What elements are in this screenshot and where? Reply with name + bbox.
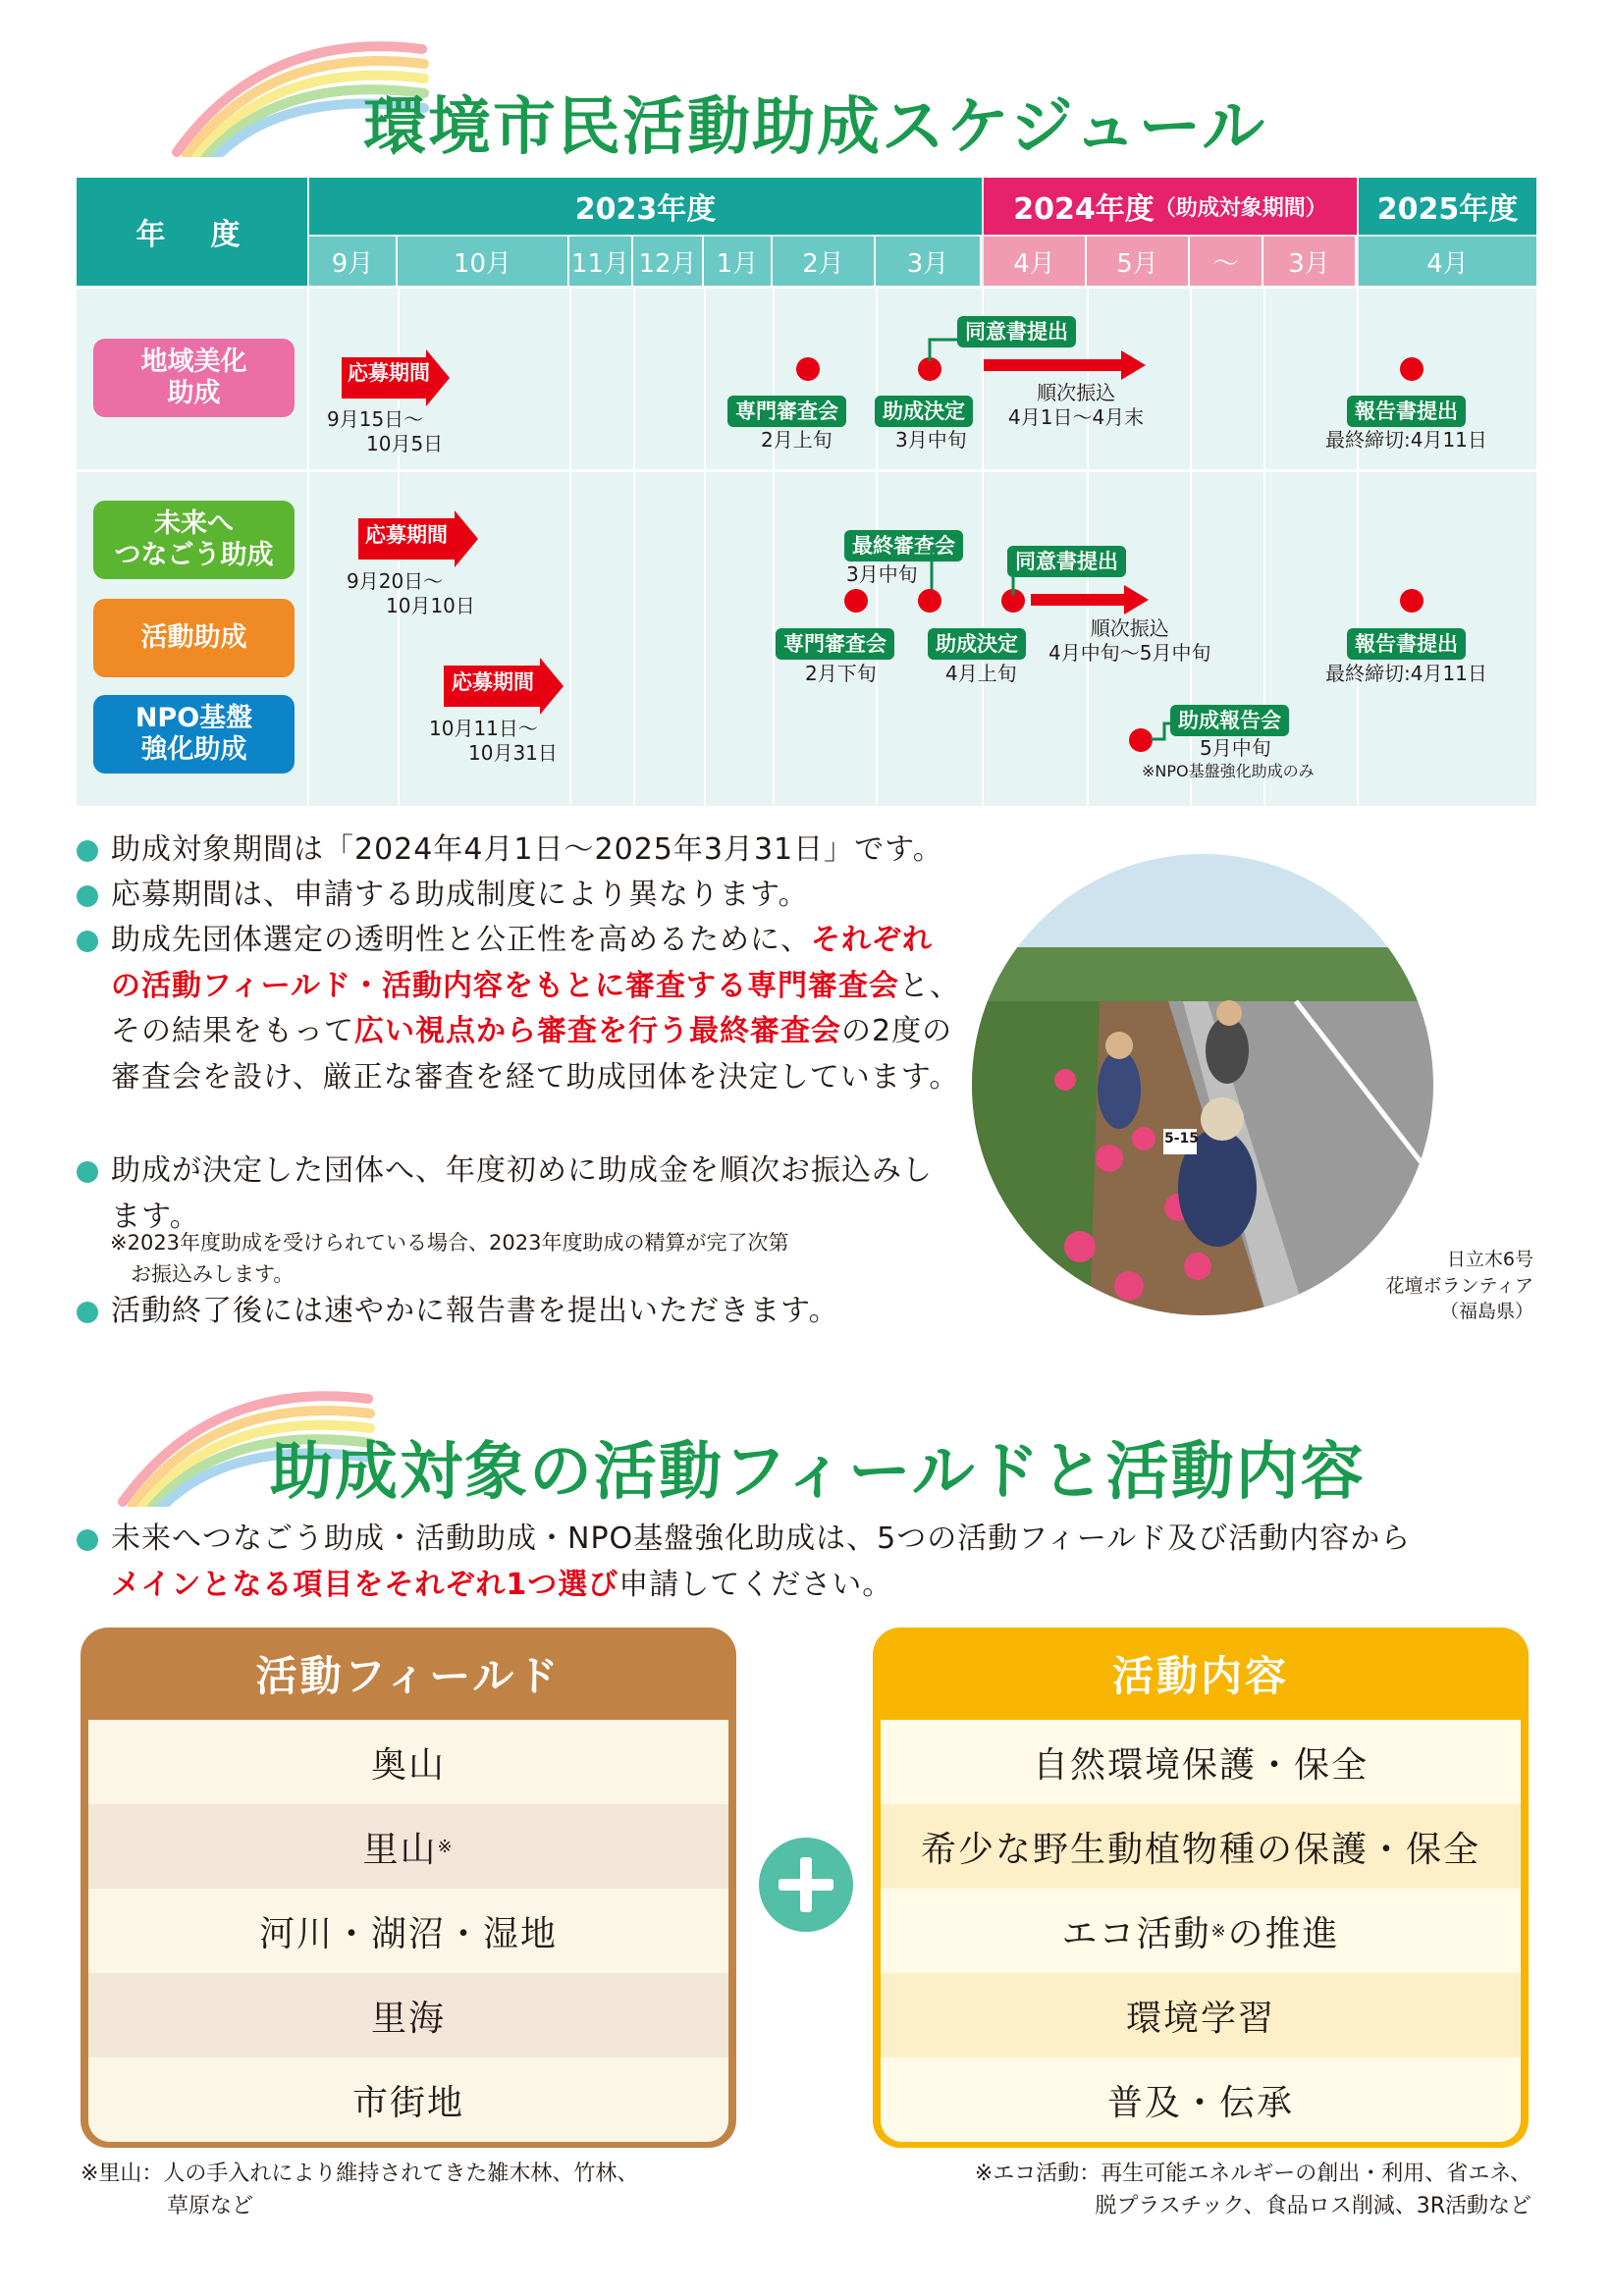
bullet-payment	[77, 1148, 950, 1240]
bullet-review	[77, 918, 960, 1100]
grid-line	[773, 286, 775, 806]
jousei-houkokukai-when: 5月中旬	[1200, 736, 1271, 760]
content-item: 希少な野生動植物種の保護・保全	[881, 1804, 1521, 1889]
grid-line	[307, 286, 309, 806]
month-cell: 10月	[398, 237, 569, 286]
content-item: 普及・伝承	[881, 2057, 1521, 2142]
field-item-text: 里山	[362, 1829, 438, 1870]
month-cell: 11月	[569, 237, 633, 286]
content-note: ※エコ活動：再生可能エネルギーの創出・利用、省エネ、 脱プラスチック、食品ロス削減、3R活動など	[974, 2162, 1531, 2218]
apply-dates: 10月11日〜 10月31日	[429, 717, 558, 765]
month-cell: 4月	[1359, 237, 1536, 286]
bullet-red-text: それぞれの活動フィールド・活動内容をもとに審査する専門審査会	[111, 923, 933, 1003]
field-box-header: 活動フィールド	[255, 1652, 562, 1700]
fy2024-note: （助成対象期間）	[1154, 195, 1327, 221]
jousei-houkokukai-label: 助成報告会	[1170, 705, 1289, 736]
content-item	[881, 1889, 1521, 1973]
kettei-when: 3月中旬	[895, 428, 967, 452]
row-divider	[77, 469, 1536, 472]
field-item: 里海	[88, 1973, 728, 2057]
furikomi-arrow	[984, 350, 1146, 380]
apply-period-label: 応募期間	[365, 523, 448, 547]
doui-label: 同意書提出	[957, 316, 1076, 347]
photo-caption: 日立木6号 花壇ボランティア （福島県）	[1385, 1249, 1533, 1323]
kettei-label: 助成決定	[928, 628, 1026, 660]
bullet-intro	[77, 1517, 1549, 1608]
apply-period-label: 応募期間	[452, 670, 534, 694]
grid-line	[569, 286, 571, 806]
field-note: ※里山：人の手入れにより維持されてきた雑木林、竹林、 草原など	[81, 2162, 639, 2218]
section2-title: 助成対象の活動フィールドと活動内容	[270, 1436, 1366, 1509]
fy2024-label: 2024年度	[1013, 192, 1155, 227]
senmon-shinsakai-label: 専門審査会	[776, 628, 894, 660]
milestone-dot	[1400, 589, 1424, 613]
category-mirai: 未来へ つなごう助成	[93, 501, 295, 579]
field-item	[88, 1804, 728, 1889]
volunteer-photo	[972, 854, 1433, 1315]
bullet-text: と、その結果をもって	[111, 968, 960, 1048]
grid-line	[633, 286, 635, 806]
fy2024-header	[984, 178, 1357, 235]
category-katsudo: 活動助成	[93, 599, 295, 677]
bullet-red-text: メインとなる項目をそれぞれ1つ選び	[111, 1567, 619, 1602]
houkoku-when: 最終締切:4月11日	[1325, 662, 1487, 685]
senmon-shinsakai-label: 専門審査会	[727, 396, 846, 427]
row-divider	[77, 286, 1536, 289]
bullet-text: 申請してください。	[618, 1567, 893, 1602]
saishu-shinsakai-label: 最終審査会	[844, 530, 963, 561]
senmon-when: 2月上旬	[761, 428, 833, 452]
month-cell: 〜	[1190, 237, 1263, 286]
bullet-period	[77, 828, 950, 874]
bullet-text: 活動終了後には速やかに報告書を提出いただきます。	[111, 1294, 839, 1328]
npo-only-note: ※NPO基盤強化助成のみ	[1142, 762, 1315, 780]
bullet-red-text: 広い視点から審査を行う最終審査会	[354, 1014, 841, 1048]
bullet-apply	[77, 873, 950, 919]
content-item: 自然環境保護・保全	[881, 1720, 1521, 1804]
plus-icon	[759, 1838, 853, 1932]
field-item: 市街地	[88, 2057, 728, 2142]
saishu-when: 3月中旬	[846, 562, 918, 586]
houkoku-label: 報告書提出	[1347, 628, 1466, 660]
month-cell: 12月	[633, 237, 704, 286]
bullet-text: 助成先団体選定の透明性と公正性を高めるために、	[111, 923, 811, 957]
bullet-text: の2度の審査会を設け、厳正な審査を経て助成団体を決定しています。	[111, 1014, 960, 1095]
milestone-dot	[796, 357, 820, 381]
milestone-dot	[918, 589, 941, 613]
milestone-dot	[1400, 357, 1424, 381]
kettei-when: 4月上旬	[945, 662, 1017, 685]
apply-dates: 9月15日〜 10月5日	[327, 407, 444, 455]
field-item: 奥山	[88, 1720, 728, 1804]
bullet-text: 未来へつなごう助成・活動助成・NPO基盤強化助成は、5つの活動フィールド及び活動内容から	[111, 1522, 1412, 1556]
bullet-report	[77, 1289, 950, 1335]
senmon-when: 2月下旬	[805, 662, 877, 685]
fy2025-header: 2025年度	[1359, 178, 1536, 235]
apply-period-label: 応募期間	[348, 361, 430, 385]
furikomi-text: 順次振込 4月1日〜4月末	[1008, 381, 1145, 429]
furikomi-text: 順次振込 4月中旬〜5月中旬	[1048, 616, 1211, 665]
content-item-text: エコ活動	[1061, 1913, 1211, 1954]
furikomi-arrow	[1031, 585, 1149, 614]
category-npo: NPO基盤 強化助成	[93, 695, 295, 774]
month-cell: 4月	[984, 237, 1087, 286]
field-item: 河川・湖沼・湿地	[88, 1889, 728, 1973]
grid-line	[704, 286, 706, 806]
grid-line	[1357, 286, 1359, 806]
doui-label: 同意書提出	[1007, 546, 1126, 577]
bullet-text: 応募期間は、申請する助成制度により異なります。	[111, 878, 809, 912]
houkoku-label: 報告書提出	[1347, 396, 1466, 427]
bullet-text: 助成が決定した団体へ、年度初めに助成金を順次お振込みします。	[111, 1153, 933, 1234]
milestone-dot	[844, 589, 868, 613]
content-item-mark: ※	[1210, 1920, 1228, 1942]
field-item-mark: ※	[437, 1836, 455, 1857]
month-cell: 2月	[773, 237, 876, 286]
page-title: 環境市民活動助成スケジュール	[363, 91, 1267, 164]
photo-sign: 5-15	[1164, 1131, 1200, 1147]
content-item-suffix: の推進	[1227, 1913, 1340, 1954]
houkoku-when: 最終締切:4月11日	[1325, 428, 1487, 452]
content-box-header: 活動内容	[1111, 1652, 1289, 1700]
category-chiiki-biika: 地域美化 助成	[93, 339, 295, 417]
payment-note: ※2023年度助成を受けられている場合、2023年度助成の精算が完了次第 お振込みします。	[110, 1231, 789, 1286]
year-header-cell: 年 度	[77, 178, 307, 286]
month-cell: 3月	[1263, 237, 1357, 286]
apply-dates: 9月20日〜 10月10日	[347, 569, 475, 617]
month-cell: 9月	[309, 237, 398, 286]
month-cell: 1月	[704, 237, 773, 286]
field-box	[81, 1628, 736, 2148]
month-cell: 5月	[1087, 237, 1190, 286]
kettei-label: 助成決定	[875, 396, 973, 427]
bullet-text: 助成対象期間は「2024年4月1日〜2025年3月31日」です。	[111, 832, 943, 867]
month-cell: 3月	[876, 237, 982, 286]
fy2023-header: 2023年度	[309, 178, 982, 235]
content-item: 環境学習	[881, 1973, 1521, 2057]
content-box	[873, 1628, 1529, 2148]
